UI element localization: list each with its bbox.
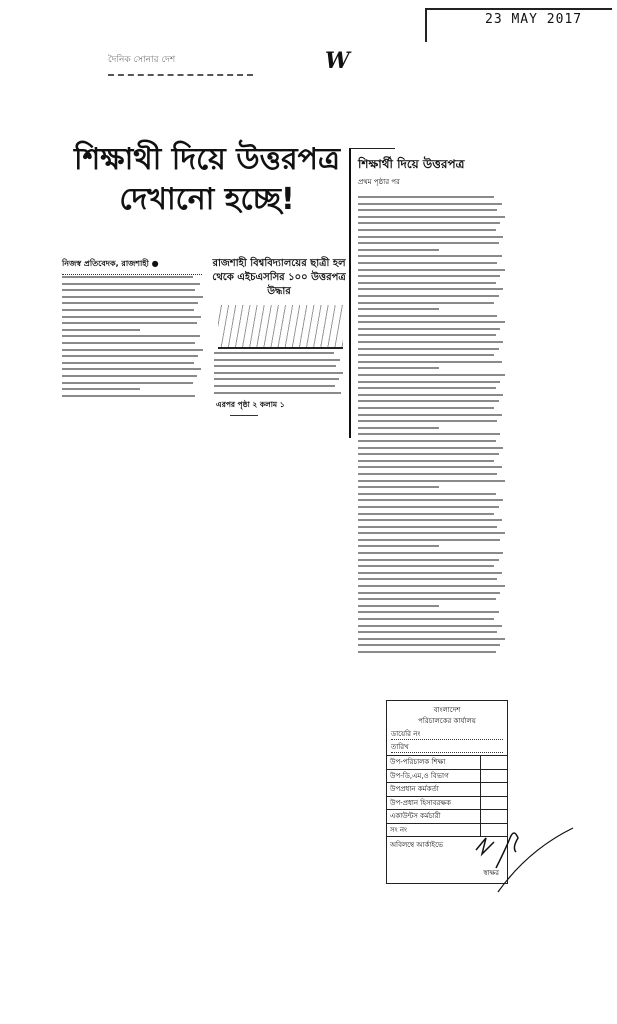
text-line: [358, 341, 503, 343]
text-line: [62, 349, 203, 351]
text-line: [358, 354, 494, 356]
text-line: [214, 372, 343, 374]
text-line: [62, 322, 197, 324]
text-line: [358, 644, 500, 646]
text-line: [214, 385, 335, 387]
text-line: [358, 282, 496, 284]
text-line: [62, 309, 194, 311]
text-line: [62, 382, 193, 384]
text-line: [358, 638, 505, 640]
text-line: [62, 342, 195, 344]
text-line: [62, 335, 200, 337]
column-rule: [350, 148, 395, 149]
form-row: উপ-ডি,এম,ও বিভাগ: [387, 769, 507, 783]
handwritten-initial: W: [325, 48, 350, 74]
text-line: [358, 631, 497, 633]
text-line: [358, 552, 503, 554]
text-line: [358, 506, 499, 508]
text-line: [358, 302, 494, 304]
newspaper-masthead: দৈনিক সোনার দেশ: [108, 52, 253, 76]
text-line: [358, 565, 494, 567]
text-line: [358, 427, 439, 429]
article-photo: [218, 305, 343, 349]
text-line: [358, 222, 500, 224]
form-date: তারিখ: [391, 742, 503, 753]
text-line: [358, 466, 502, 468]
sidebar-headline: রাজশাহী বিশ্ববিদ্যালয়ের ছাত্রী হল থেকে এইচএসসির ১০০ উত্তরপত্র উদ্ধার: [212, 258, 346, 297]
text-line: [62, 388, 140, 390]
text-line: [358, 400, 499, 402]
text-line: [358, 249, 439, 251]
text-line: [358, 499, 503, 501]
text-line: [358, 367, 439, 369]
continued-from: প্রথম পৃষ্ঠার পর: [358, 178, 400, 186]
text-line: [358, 453, 499, 455]
form-row: একাউন্টস কর্মচারী: [387, 809, 507, 823]
text-line: [358, 618, 494, 620]
text-line: [358, 559, 499, 561]
text-line: [358, 308, 439, 310]
form-row: উপ-পরিচালক শিক্ষা: [387, 755, 507, 769]
text-line: [358, 229, 496, 231]
text-line: [214, 378, 339, 380]
text-line: [358, 578, 497, 580]
text-line: [358, 605, 439, 607]
text-line: [214, 365, 336, 367]
text-line: [358, 374, 505, 376]
separator: [230, 415, 258, 416]
text-line: [62, 289, 195, 291]
article-body-right: [358, 196, 506, 658]
main-headline: [62, 140, 352, 220]
text-line: [62, 283, 200, 285]
continued-title: শিক্ষার্থী দিয়ে উত্তরপত্র: [358, 157, 465, 171]
text-line: [62, 296, 203, 298]
text-line: [358, 460, 494, 462]
text-line: [214, 392, 341, 394]
text-line: [62, 368, 201, 370]
text-line: [358, 526, 497, 528]
text-line: [358, 269, 505, 271]
text-line: [358, 493, 496, 495]
text-line: [358, 387, 496, 389]
text-line: [358, 288, 503, 290]
column-divider: [349, 148, 351, 438]
text-line: [358, 321, 505, 323]
form-diary-no: ডায়েরি নং: [391, 729, 503, 740]
text-line: [358, 216, 505, 218]
text-line: [62, 302, 198, 304]
headline-line-2: দেখানো হচ্ছে!: [119, 182, 295, 217]
text-line: [358, 480, 505, 482]
text-line: [358, 255, 502, 257]
text-line: [358, 328, 500, 330]
text-line: [62, 395, 195, 397]
text-line: [62, 375, 197, 377]
text-line: [358, 651, 496, 653]
text-line: [358, 532, 505, 534]
text-line: [358, 394, 503, 396]
text-line: [358, 598, 496, 600]
text-line: [358, 611, 499, 613]
headline-line-1: শিক্ষাথী দিয়ে উত্তরপত্র: [73, 142, 341, 177]
text-line: [358, 539, 500, 541]
byline: নিজস্ব প্রতিবেদক, রাজশাহী ●: [62, 258, 202, 275]
text-line: [214, 359, 340, 361]
text-line: [358, 592, 500, 594]
text-line: [62, 362, 194, 364]
form-title: বাংলাদেশ: [433, 706, 461, 714]
text-line: [358, 433, 500, 435]
text-line: [358, 513, 494, 515]
handwritten-signature: [468, 820, 578, 900]
text-line: [358, 414, 502, 416]
text-line: [358, 486, 439, 488]
article-body-left: [62, 276, 204, 401]
text-line: [358, 473, 497, 475]
text-line: [358, 209, 497, 211]
text-line: [358, 440, 496, 442]
text-line: [358, 407, 494, 409]
text-line: [358, 447, 503, 449]
text-line: [358, 519, 502, 521]
article-body-center: [214, 352, 344, 398]
text-line: [358, 572, 502, 574]
continuation-note: এরপর পৃষ্ঠা ২ কলাম ১: [216, 400, 285, 409]
text-line: [358, 236, 503, 238]
form-row: উপপ্রধান কর্মকর্তা: [387, 782, 507, 796]
text-line: [214, 352, 334, 354]
text-line: [358, 196, 494, 198]
text-line: [358, 420, 497, 422]
text-line: [358, 361, 502, 363]
text-line: [358, 262, 497, 264]
form-row: উপ-প্রধান হিসাবরক্ষক: [387, 796, 507, 810]
text-line: [358, 242, 499, 244]
text-line: [358, 275, 500, 277]
text-line: [62, 316, 201, 318]
text-line: [62, 355, 198, 357]
text-line: [358, 545, 439, 547]
form-subtitle: পরিচালকের কার্যালয়: [418, 717, 476, 725]
form-footer: স্বাক্ষর: [483, 869, 499, 877]
text-line: [358, 295, 499, 297]
text-line: [358, 585, 505, 587]
form-row: সং নং: [387, 823, 507, 837]
text-line: [358, 625, 502, 627]
text-line: [358, 381, 500, 383]
text-line: [358, 334, 496, 336]
text-line: [62, 329, 140, 331]
text-line: [62, 276, 193, 278]
received-stamp-date: 23 MAY 2017: [485, 12, 583, 27]
form-note: অবিলম্বে আর্কাইভে: [387, 836, 507, 853]
text-line: [358, 203, 502, 205]
text-line: [358, 315, 497, 317]
text-line: [358, 348, 499, 350]
